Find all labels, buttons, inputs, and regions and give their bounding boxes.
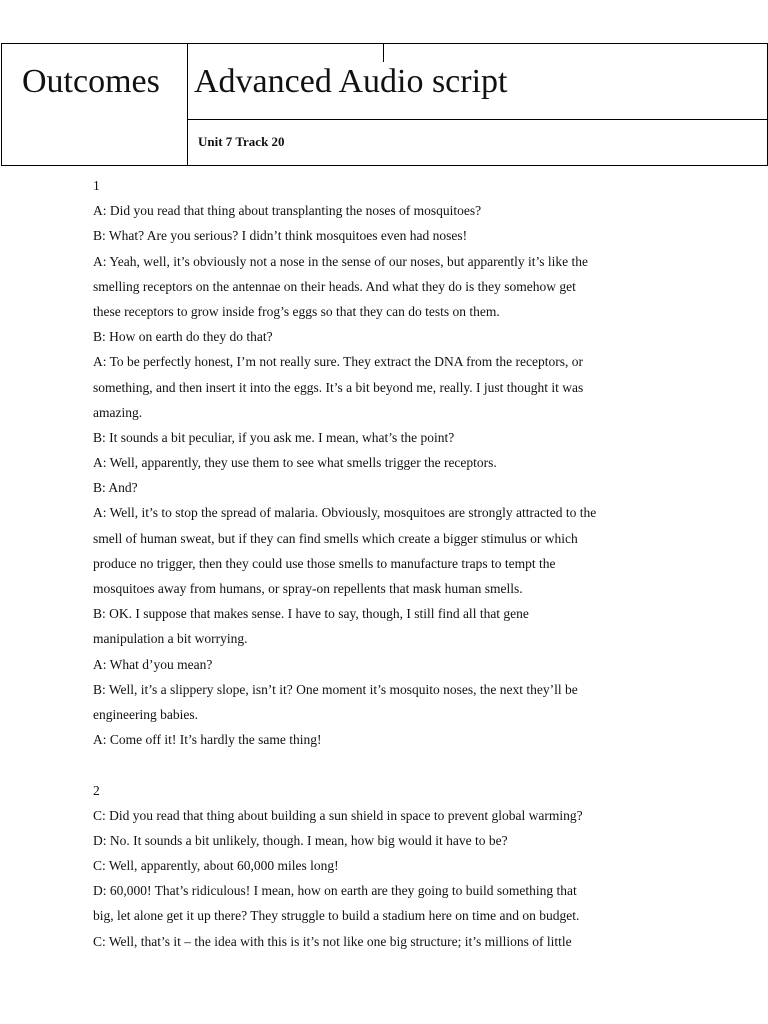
section-spacer [93,752,733,777]
dialogue-line: B: What? Are you serious? I didn’t think mosquitoes even had noses! [93,228,468,244]
section-number: 1 [93,178,100,193]
dialogue-line: engineering babies. [93,706,198,722]
dialogue-line: C: Did you read that thing about building a sun shield in space to prevent global warming? [93,807,583,823]
dialogue-line: A: To be perfectly honest, I’m not really sure. They extract the DNA from the receptors, or [93,354,584,370]
brand-cell [2,44,188,166]
brand-title: Outcomes [22,63,160,100]
dialogue-line: smell of human sweat, but if they can find smells which create a bigger stimulus or which [93,530,578,546]
text-cursor [383,43,384,62]
unit-track-label: Unit 7 Track 20 [198,133,285,149]
dialogue-line: B: OK. I suppose that makes sense. I have to say, though, I still find all that gene [93,606,529,622]
dialogue-line: A: What d’you mean? [93,656,213,672]
dialogue-line: D: No. It sounds a bit unlikely, though. I mean, how big would it have to be? [93,832,508,848]
dialogue-line: A: Well, apparently, they use them to see what smells trigger the receptors. [93,455,497,471]
dialogue-line: B: And? [93,480,138,496]
title-cell [188,44,768,120]
dialogue-line: something, and then insert it into the eggs. It’s a bit beyond me, really. I just thought it was [93,379,584,395]
subtitle-cell [188,119,768,165]
dialogue-line: amazing. [93,404,143,420]
dialogue-line: C: Well, apparently, about 60,000 miles long! [93,858,339,874]
dialogue-line: A: Did you read that thing about transplanting the noses of mosquitoes? [93,203,482,219]
dialogue-line: B: Well, it’s a slippery slope, isn’t it? One moment it’s mosquito noses, the next they’ll be [93,681,578,697]
dialogue-line: A: Come off it! It’s hardly the same thing! [93,732,322,748]
dialogue-line: manipulation a bit worrying. [93,631,248,647]
dialogue-line: big, let alone get it up there? They struggle to build a stadium here on time and on budget. [93,908,580,924]
dialogue-line: C: Well, that’s it – the idea with this is it’s not like one big structure; it’s millions of little [93,933,572,949]
audio-script-body [93,173,733,954]
document-title: Advanced Audio script [194,63,508,100]
dialogue-line: D: 60,000! That’s ridiculous! I mean, how on earth are they going to build something that [93,883,577,899]
dialogue-line: produce no trigger, then they could use those smells to manufacture traps to tempt the [93,555,556,571]
dialogue-line: B: It sounds a bit peculiar, if you ask me. I mean, what’s the point? [93,429,455,445]
dialogue-line: B: How on earth do they do that? [93,329,273,345]
dialogue-line: A: Well, it’s to stop the spread of malaria. Obviously, mosquitoes are strongly attracted to the [93,505,597,521]
header-table [1,43,768,166]
dialogue-line: these receptors to grow inside frog’s eggs so that they can do tests on them. [93,303,500,319]
dialogue-line: mosquitoes away from humans, or spray-on repellents that mask human smells. [93,581,523,596]
section-number: 2 [93,782,100,798]
dialogue-line: smelling receptors on the antennae on their heads. And what they do is they somehow get [93,278,576,294]
dialogue-line: A: Yeah, well, it’s obviously not a nose in the sense of our noses, but apparently it’s like the [93,253,588,269]
